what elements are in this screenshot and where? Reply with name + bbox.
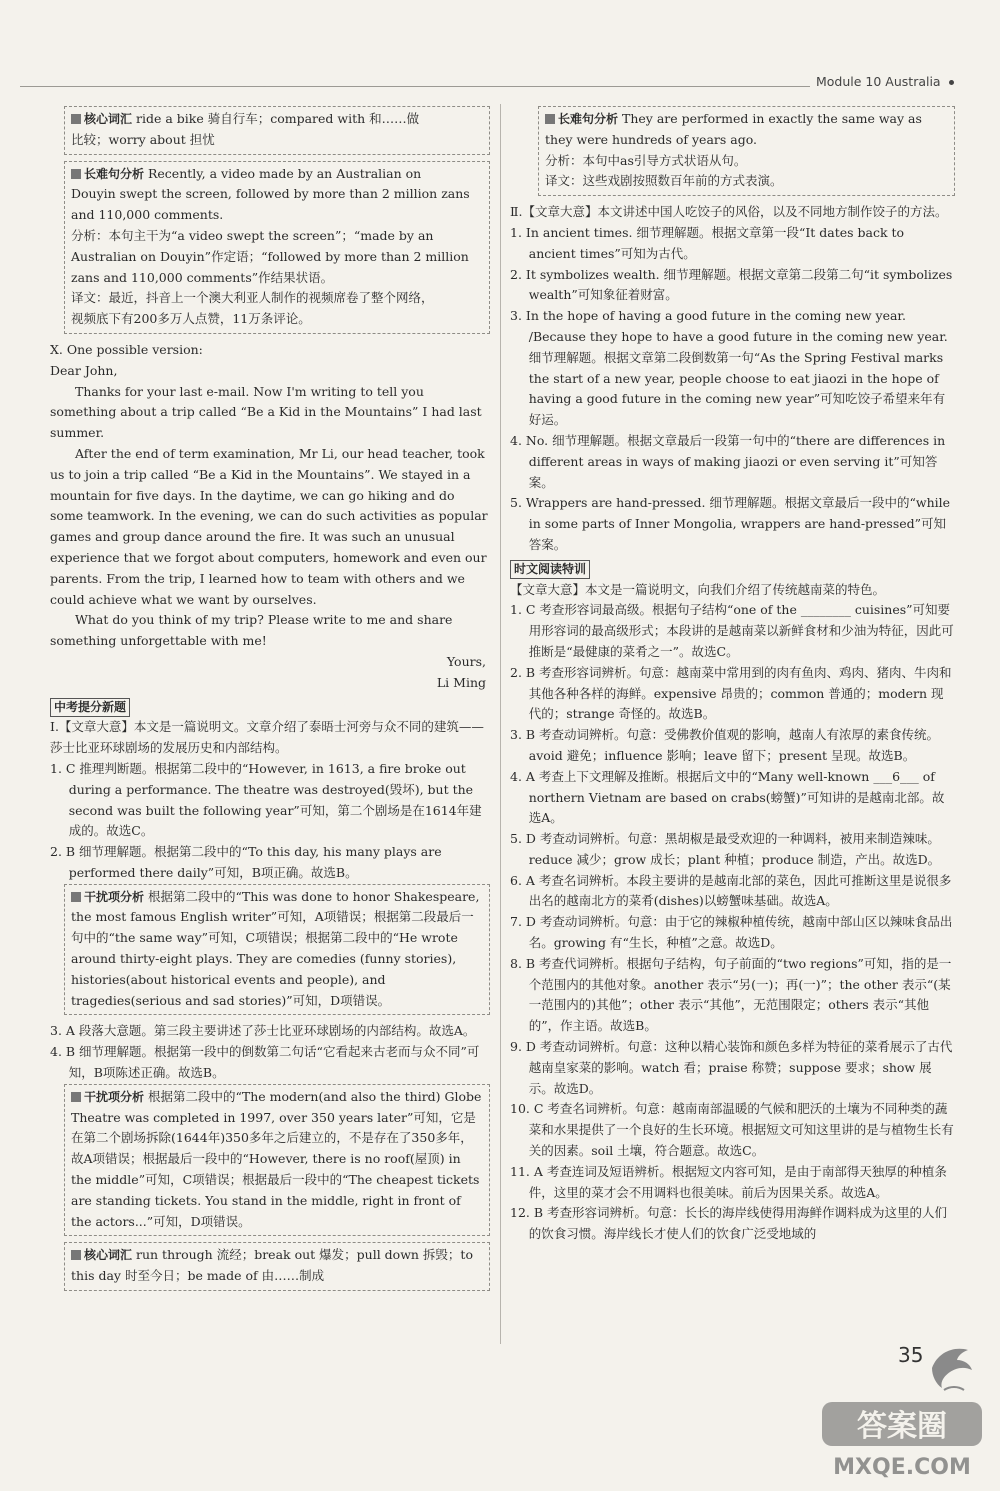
dolphin-icon [924, 1338, 976, 1394]
square-icon [71, 1250, 81, 1260]
passage-summary: Ⅱ.【文章大意】本文讲述中国人吃饺子的风俗，以及不同地方制作饺子的方法。 [510, 204, 948, 220]
passage-summary: 【文章大意】本文是一篇说明文，向我们介绍了传统越南菜的特色。 [510, 581, 886, 597]
analysis-line: Australian on Douyin”作定语；“followed by more than 2 million zans and 110,000 comments”作结果状语。 [71, 248, 469, 285]
header-bullet-icon [949, 80, 954, 85]
page-number: 35 [898, 1343, 924, 1367]
answer-item: 4. B 细节理解题。根据第一段中的倒数第二句话“它看起来古老而与众不同”可知，B项陈述正确。故选B。 [50, 1044, 480, 1081]
answer-item: 2. B 考查形容词辨析。句意：越南菜中常用到的肉有鱼肉、鸡肉、猪肉、牛肉和其他各种各样的海鲜。expensive 昂贵的；common 普通的；modern 现代的；strange 奇怪的。故选B。 [510, 664, 952, 722]
analysis-line: 译文：这些戏剧按照数百年前的方式表演。 [545, 173, 783, 189]
essay-greeting: Dear John, [50, 362, 118, 378]
answer-item: 4. No. 细节理解题。根据文章最后一段第一句中的“there are differences in different areas in ways of making jiaozi or even serving it”可知答案。 [510, 432, 946, 490]
square-icon [545, 114, 555, 124]
square-icon [71, 169, 81, 179]
answer-item: 3. In the hope of having a good future in the coming new year. /Because they hope to have a good future in the coming new year. 细节理解题。根据文章第二段倒数第一句“As the Spring Festival marks the start of a new year, people choose to eat jiaozi in the hope of having a good future in the coming new year”可知吃饺子希望来年有好运。 [510, 308, 948, 428]
vocab-box [64, 1242, 490, 1291]
sentence-analysis-box [64, 161, 490, 334]
analysis-line: 分析：本句中as引导方式状语从句。 [545, 152, 747, 168]
sentence-analysis-box [538, 106, 955, 196]
vocab-line: ride a bike 骑自行车；compared with 和……做 [136, 111, 420, 126]
right-column [510, 106, 955, 1245]
distractor-text: 根据第二段中的“This was done to honor Shakespeare, the most famous English writer”可知，A项错误；根据第二段最后一句中的“the same way”可知，C项错误；根据第二段中的“He wrote around thirty-eight plays. They are comedies (funny stories), histories(about historical events and people), and tragedies(serious and sad stories)”可知，D项错误。 [71, 888, 480, 1008]
analysis-tag: 长难句分析 [71, 164, 144, 185]
vocab-text: run through 流经；break out 爆发；pull down 拆毁；to this day 时至今日；be made of 由……制成 [71, 1247, 473, 1284]
running-header [816, 72, 954, 93]
answer-item: 5. D 考查动词辨析。句意：黑胡椒是最受欢迎的一种调料，被用来制造辣味。reduce 减少；grow 成长；plant 种植；produce 制造，产出。故选D。 [510, 831, 941, 867]
essay-paragraph: Thanks for your last e-mail. Now I'm writing to tell you something about a trip called “Be a Kid in the Mountains” I had last summer. [50, 383, 482, 441]
distractor-text: 根据第二段中的“The modern(and also the third) Globe Theatre was completed in 1997, over 350 years later”可知，它是在第二个剧场拆除(1644年)350多年之后建立的，不是存在了350多年，故A项错误；根据最后一段中的“However, there is no roof(屋顶) in the middle”可知，C项错误；根据最后一段中的“The cheapest tickets are standing tickets. You stand in the middle, right in front of the actors...”可知，D项错误。 [71, 1088, 482, 1229]
essay-paragraph: What do you think of my trip? Please write to me and share something unforgettable with me! [50, 612, 453, 649]
analysis-line: 译文：最近，抖音上一个澳大利亚人制作的视频席卷了整个网络， [71, 290, 434, 306]
essay-signature: Li Ming [436, 674, 486, 690]
analysis-line: 视频底下有200多万人点赞，11万条评论。 [71, 311, 311, 327]
vocab-line: 比较；worry about 担忧 [71, 131, 215, 147]
essay-paragraph: After the end of term examination, Mr Li, our head teacher, took us to join a trip called “Be a Kid in the Mountains”. We stayed in a mountain for five days. In the daytime, we can go hiking and do some teamwork. In the evening, we can do such activities as popular games and group dance around the fire. It was such an unusual experience that we forgot about computers, homework and even our parents. From the trip, I learned how to team with others and we could achieve what we want by ourselves. [50, 445, 488, 607]
watermark-logo [818, 1398, 988, 1482]
answer-item: 1. In ancient times. 细节理解题。根据文章第一段“It dates back to ancient times”可知为古代。 [510, 224, 905, 261]
essay-closing: Yours, [446, 653, 486, 669]
answer-item: 3. B 考查动词辨析。句意：受佛教价值观的影响，越南人有浓厚的素食传统。avoid 避免；influence 影响；leave 留下；present 呈现。故选B。 [510, 727, 940, 763]
answer-item: 6. A 考查名词辨析。本段主要讲的是越南北部的菜色，因此可推断这里是说很多出名的越南北方的菜肴(dishes)以螃蟹味基础。故选A。 [510, 872, 952, 909]
distractor-tag: 干扰项分析 [71, 1087, 144, 1108]
answer-item: 11. A 考查连词及短语辨析。根据短文内容可知，是由于南部得天独厚的种植条件，这里的菜才会不用调料也很美味。前后为因果关系。故选A。 [510, 1163, 947, 1200]
answer-item: 5. Wrappers are hand-pressed. 细节理解题。根据文章最后一段中的“while in some parts of Inner Mongolia, wrappers are hand-pressed”可知答案。 [510, 495, 951, 552]
left-column [50, 106, 490, 1297]
distractor-tag: 干扰项分析 [71, 887, 144, 908]
vocab-box [64, 106, 490, 155]
analysis-line: 分析：本句主干为“a video swept the screen”；“made by an [71, 227, 434, 243]
answer-item: 7. D 考查动词辨析。句意：由于它的辣椒种植传统，越南中部山区以辣味食品出名。growing 有“生长，种植”之意。故选D。 [510, 914, 953, 951]
header-rule [20, 86, 810, 87]
distractor-box [64, 884, 490, 1016]
answer-item: 2. It symbolizes wealth. 细节理解题。根据文章第二段第二句“it symbolizes wealth”可知象征着财富。 [510, 266, 953, 303]
answer-item: 9. D 考查动词辨析。句意：这种以精心装饰和颜色多样为特征的菜肴展示了古代越南皇家菜的影响。watch 看；praise 称赞；suppose 要求；show 展示。故选D。 [510, 1039, 953, 1096]
analysis-line: They are performed in exactly the same way as [622, 111, 922, 126]
vocab-tag: 核心词汇 [71, 1245, 132, 1266]
svg-text:MXQE.COM: MXQE.COM [833, 1455, 971, 1480]
passage-summary: Ⅰ.【文章大意】本文是一篇说明文。文章介绍了泰晤士河旁与众不同的建筑——莎士比亚环球剧场的发展历史和内部结构。 [50, 719, 484, 756]
square-icon [71, 1092, 81, 1102]
svg-text:答案圈: 答案圈 [857, 1409, 947, 1444]
vocab-tag: 核心词汇 [71, 109, 132, 130]
essay-heading: Ⅹ. One possible version: [50, 341, 203, 357]
header-title: Module 10 Australia [816, 74, 941, 89]
section-heading: 中考提分新题 [50, 698, 130, 717]
answer-item: 8. B 考查代词辨析。根据句子结构，句子前面的“two regions”可知，指的是一个范围内的其他对象。another 表示“另(一)；再(一)”；the other 表示“(某一范围内的)其他”；other 表示“其他”，无范围限定；others 表示“其他的”，作主语。故选B。 [510, 955, 952, 1034]
analysis-tag: 长难句分析 [545, 109, 618, 130]
section-heading: 时文阅读特训 [510, 560, 590, 579]
distractor-box [64, 1084, 490, 1237]
column-divider [500, 104, 501, 1344]
answer-item: 1. C 考查形容词最高级。根据句子结构“one of the ________ cuisines”可知要用形容词的最高级形式；本段讲的是越南菜以新鲜食材和少油为特征，因此可推断是“最健康的菜肴之一”。故选C。 [510, 602, 954, 659]
square-icon [71, 114, 81, 124]
answer-item: 10. C 考查名词辨析。句意：越南南部温暖的气候和肥沃的土壤为不同种类的蔬菜和水果提供了一个良好的生长环境。根据短文可知这里讲的是与植物生长有关的因素。soil 土壤，符合题意。故选C。 [510, 1101, 954, 1159]
analysis-line: Douyin swept the screen, followed by more than 2 million zans [71, 186, 470, 202]
answer-item: 2. B 细节理解题。根据第二段中的“To this day, his many plays are performed there daily”可知，B项正确。故选B。 [50, 844, 442, 880]
square-icon [71, 892, 81, 902]
answer-item: 1. C 推理判断题。根据第二段中的“However, in 1613, a fire broke out during a performance. The theatre was destroyed(毁坏), but the second was built the following year”可知，第二个剧场是在1614年建成的。故选C。 [50, 760, 482, 839]
answer-item: 12. B 考查形容词辨析。句意：长长的海岸线使得用海鲜作调料成为这里的人们的饮食习惯。海岸线长才使人们的饮食广泛受地域的 [510, 1205, 948, 1242]
answer-item: 3. A 段落大意题。第三段主要讲述了莎士比亚环球剧场的内部结构。故选A。 [50, 1023, 476, 1039]
analysis-line: Recently, a video made by an Australian on [148, 165, 422, 181]
answer-item: 4. A 考查上下文理解及推断。根据后文中的“Many well-known ___6___ of northern Vietnam are based on crabs(螃蟹)”可知讲的是越南北部。故选A。 [510, 768, 945, 826]
analysis-line: and 110,000 comments. [71, 207, 224, 223]
analysis-line: they were hundreds of years ago. [545, 131, 757, 147]
